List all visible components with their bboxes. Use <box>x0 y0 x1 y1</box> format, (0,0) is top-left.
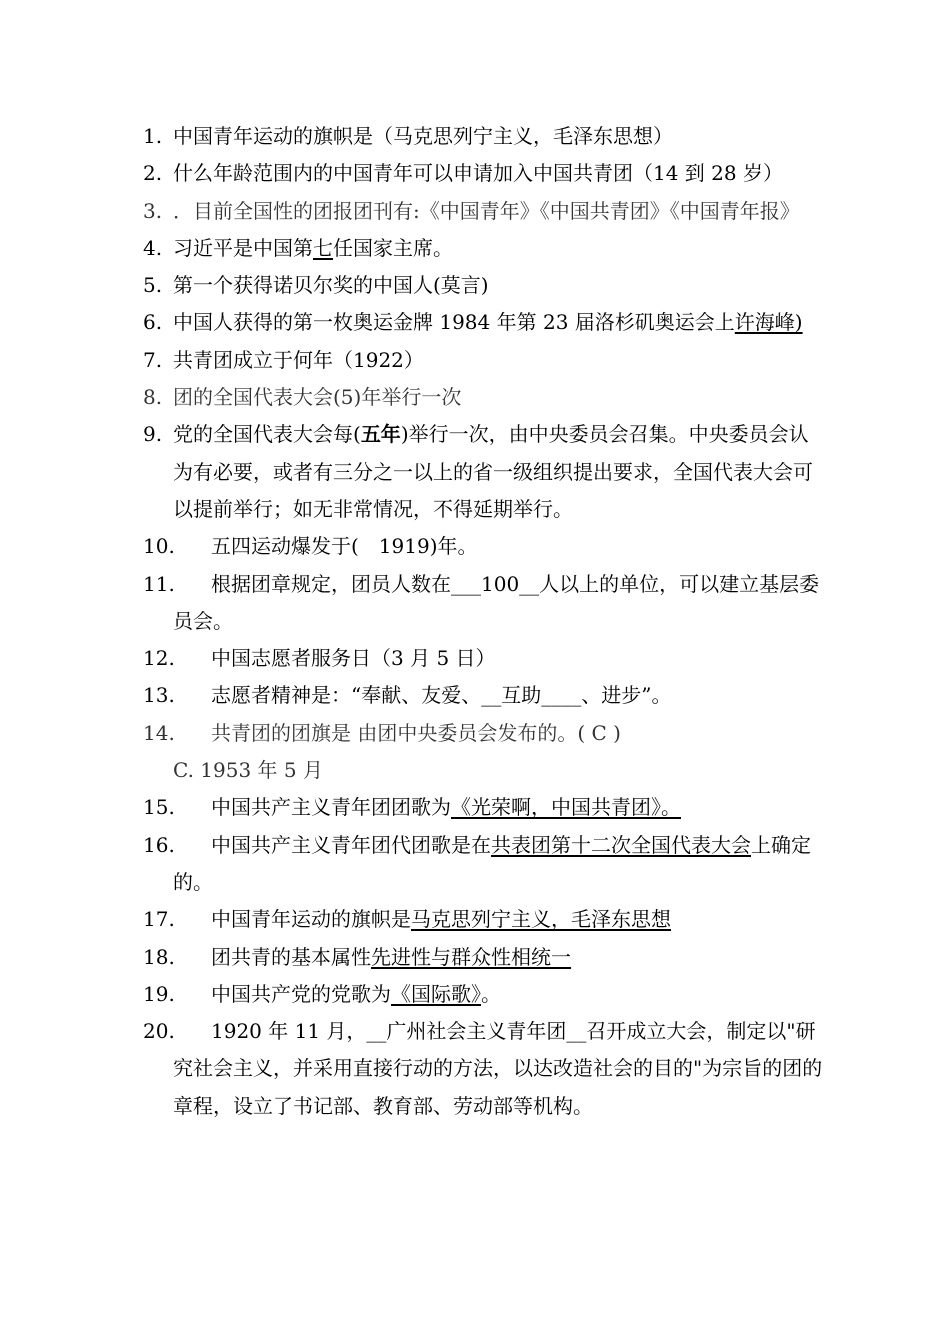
item-answer: 许海峰) <box>734 310 803 335</box>
item-number: 15. <box>143 795 175 820</box>
item-text: 中国共产党的党歌为 <box>211 981 391 1006</box>
item-text: 什么年龄范围内的中国青年可以申请加入中国共青团（14 到 28 岁） <box>173 161 783 186</box>
item-text: ．目前全国性的团报团刊有:《中国青年》《中国共青团》《中国青年报》 <box>173 198 800 223</box>
item-text: )举行一次，由中央委员会召集。中央委员会认为有必要，或者有三分之一以上的省一级组织提出要求，全国代表大会可以提前举行；如无非常情况，不得延期举行。 <box>173 422 813 521</box>
item-number: 2. <box>143 161 163 186</box>
list-item <box>143 677 823 714</box>
item-number: 10. <box>143 534 175 559</box>
item-number: 1. <box>143 124 163 148</box>
item-text: 团共青的基本属性 <box>211 944 371 969</box>
list-item <box>143 342 823 379</box>
list-item <box>143 528 823 565</box>
list-item <box>143 230 823 267</box>
item-text: 党的全国代表大会每( <box>173 422 361 447</box>
item-text: 习近平是中国第 <box>173 235 313 260</box>
list-item <box>143 827 823 902</box>
item-number: 11. <box>143 571 175 596</box>
item-text: 五四运动爆发于( 1919)年。 <box>211 534 478 559</box>
item-number: 20. <box>143 1019 175 1044</box>
item-number: 8. <box>143 385 163 410</box>
list-item <box>143 1013 823 1125</box>
item-number: 16. <box>143 832 175 857</box>
list-item <box>143 939 823 976</box>
list-item <box>143 267 823 304</box>
item-text: 中国青年运动的旗帜是 <box>211 907 411 932</box>
item-text: 第一个获得诺贝尔奖的中国人(莫言) <box>173 273 489 298</box>
item-answer: 《国际歌》 <box>391 981 481 1006</box>
question-list <box>143 118 823 1125</box>
option-line <box>143 752 823 789</box>
item-text: 上确定的。 <box>173 832 811 894</box>
item-number: 6. <box>143 310 163 335</box>
item-text: 志愿者精神是：“奉献、友爱、__互助____、进步”。 <box>211 683 672 708</box>
item-answer: 五年 <box>360 422 401 447</box>
item-text: 共青团的团旗是 由团中央委员会发布的。( C ) <box>211 720 621 745</box>
item-text: 根据团章规定，团员人数在___100__人以上的单位，可以建立基层委员会。 <box>173 571 820 633</box>
item-text: 中国青年运动的旗帜是（马克思列宁主义，毛泽东思想） <box>173 124 673 148</box>
list-item <box>143 155 823 192</box>
list-item <box>143 118 823 155</box>
list-item <box>143 566 823 641</box>
list-item <box>143 640 823 677</box>
item-answer: 马克思列宁主义，毛泽东思想 <box>411 907 671 932</box>
item-text: 共青团成立于何年（1922） <box>173 347 424 372</box>
list-item <box>143 416 823 528</box>
item-number: 3. <box>143 198 163 223</box>
item-text: 中国共产主义青年团团歌为 <box>211 795 451 820</box>
item-answer: 先进性与群众性相统一 <box>371 944 571 969</box>
item-answer: 七 <box>313 235 333 260</box>
list-item <box>143 193 823 230</box>
list-item <box>143 901 823 938</box>
item-answer: 《光荣啊，中国共青团》。 <box>451 795 681 820</box>
item-number: 13. <box>143 683 175 708</box>
item-text: 中国共产主义青年团代团歌是在 <box>211 832 491 857</box>
item-number: 9. <box>143 422 163 447</box>
item-text: 1920 年 11 月，__广州社会主义青年团__召开成立大会，制定以"研究社会主义，并采用直接行动的方法，以达改造社会的目的"为宗旨的团的章程，设立了书记部、教育部、劳动部等机构。 <box>173 1019 823 1118</box>
item-number: 4. <box>143 235 163 260</box>
item-number: 5. <box>143 273 163 298</box>
item-text: 任国家主席。 <box>333 235 453 260</box>
list-item <box>143 379 823 416</box>
list-item <box>143 789 823 826</box>
list-item <box>143 715 823 752</box>
item-number: 12. <box>143 646 175 671</box>
item-answer: 共表团第十二次全国代表大会 <box>491 832 751 857</box>
item-number: 17. <box>143 907 175 932</box>
item-number: 7. <box>143 347 163 372</box>
item-number: 19. <box>143 981 175 1006</box>
list-item <box>143 976 823 1013</box>
item-text: 中国人获得的第一枚奥运金牌 1984 年第 23 届洛杉矶奥运会上 <box>173 310 735 335</box>
option-text: C. 1953 年 5 月 <box>173 758 323 783</box>
list-item <box>143 304 823 341</box>
item-text: 。 <box>481 981 501 1006</box>
item-text: 团的全国代表大会(5)年举行一次 <box>173 385 462 410</box>
item-text: 中国志愿者服务日（3 月 5 日） <box>211 646 496 671</box>
item-number: 18. <box>143 944 175 969</box>
item-number: 14. <box>143 720 175 745</box>
